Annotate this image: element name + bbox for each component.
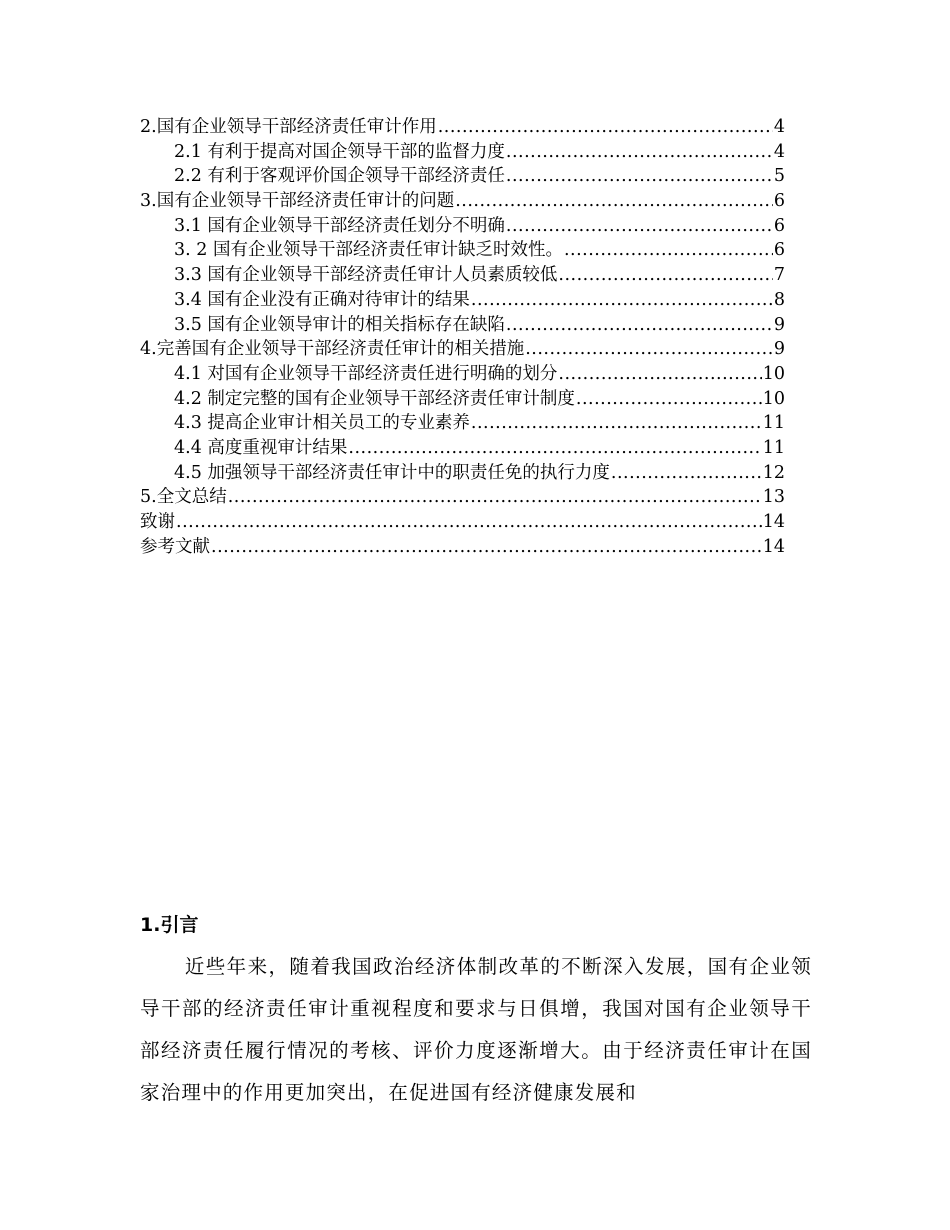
toc-entry[interactable]	[140, 288, 785, 313]
toc-entry[interactable]	[140, 461, 785, 486]
body-paragraph: 近些年来，随着我国政治经济体制改革的不断深入发展，国有企业领导干部的经济责任审计重视程度和要求与日俱增，我国对国有企业领导干部经济责任履行情况的考核、评价力度逐渐增大。由于经济责任审计在国家治理中的作用更加突出，在促进国有经济健康发展和	[140, 955, 812, 1104]
toc-entry-title: 2.2 有利于客观评价国企领导干部经济责任	[174, 166, 505, 187]
toc-entry-page: 12	[762, 462, 785, 483]
toc-entry-page: 11	[762, 413, 785, 434]
toc-entry-title: 2.1 有利于提高对国企领导干部的监督力度	[174, 141, 505, 162]
toc-entry-title: 3.3 国有企业领导干部经济责任审计人员素质较低	[174, 265, 558, 286]
toc-dot-leader	[228, 485, 762, 510]
toc-entry-page: 11	[762, 437, 785, 458]
introduction-section	[140, 910, 812, 1114]
toc-entry-page: 6	[773, 191, 785, 212]
toc-entry[interactable]	[140, 313, 785, 338]
toc-entry-title: 3.国有企业领导干部经济责任审计的问题	[140, 191, 455, 212]
toc-entry-title: 3.1 国有企业领导干部经济责任划分不明确	[174, 215, 505, 236]
toc-entry-page: 9	[773, 314, 785, 335]
toc-entry-page: 4	[773, 141, 785, 162]
toc-entry-title: 4.1 对国有企业领导干部经济责任进行明确的划分	[174, 363, 558, 384]
toc-dot-leader	[558, 263, 772, 288]
toc-dot-leader	[611, 461, 762, 486]
toc-entry[interactable]	[140, 140, 785, 165]
toc-entry-page: 14	[762, 512, 785, 532]
table-of-contents	[140, 115, 785, 559]
toc-dot-leader	[576, 387, 762, 412]
toc-dot-leader	[506, 214, 773, 239]
toc-entry[interactable]	[140, 189, 785, 214]
toc-dot-leader	[506, 164, 773, 189]
toc-entry[interactable]	[140, 337, 785, 362]
toc-entry[interactable]	[140, 115, 785, 140]
toc-entry[interactable]	[140, 263, 785, 288]
section-heading: 1.引言	[140, 914, 199, 936]
toc-dot-leader	[471, 411, 762, 436]
toc-entry[interactable]	[140, 362, 785, 387]
toc-entry-page: 7	[773, 265, 785, 286]
toc-dot-leader	[506, 313, 773, 338]
toc-dot-leader	[211, 535, 762, 560]
toc-entry-page: 10	[762, 388, 785, 409]
toc-dot-leader	[506, 140, 773, 165]
toc-entry[interactable]	[140, 485, 785, 510]
toc-entry-page: 14	[762, 536, 785, 557]
toc-entry[interactable]	[140, 411, 785, 436]
toc-entry[interactable]	[140, 510, 785, 535]
toc-entry-title: 4.5 加强领导干部经济责任审计中的职责任免的执行力度	[174, 462, 610, 483]
toc-entry[interactable]	[140, 238, 785, 263]
toc-entry-title: 2.国有企业领导干部经济责任审计作用	[140, 117, 437, 137]
toc-entry-page: 13	[762, 487, 785, 508]
toc-dot-leader	[455, 189, 773, 214]
toc-entry-title: 4.3 提高企业审计相关员工的专业素养	[174, 413, 470, 434]
toc-dot-leader	[525, 337, 773, 362]
toc-entry-page: 8	[773, 289, 785, 310]
toc-dot-leader	[558, 362, 761, 387]
toc-entry-title: 3.4 国有企业没有正确对待审计的结果	[174, 289, 470, 310]
toc-entry[interactable]	[140, 214, 785, 239]
toc-dot-leader	[471, 288, 773, 313]
toc-entry-title: 致谢	[140, 512, 175, 532]
toc-dot-leader	[348, 436, 761, 461]
toc-dot-leader	[564, 238, 773, 263]
toc-entry-page: 10	[762, 363, 785, 384]
toc-entry-title: 3.5 国有企业领导审计的相关指标存在缺陷	[174, 314, 505, 335]
toc-entry-page: 9	[773, 339, 785, 360]
toc-entry[interactable]	[140, 164, 785, 189]
toc-dot-leader	[438, 115, 773, 140]
toc-entry-page: 5	[773, 166, 785, 187]
toc-entry-title: 5.全文总结	[140, 487, 227, 508]
toc-entry[interactable]	[140, 436, 785, 461]
toc-entry-title: 4.4 高度重视审计结果	[174, 437, 348, 458]
toc-entry-title: 参考文献	[140, 536, 210, 557]
toc-entry-page: 6	[773, 215, 785, 236]
toc-entry[interactable]	[140, 387, 785, 412]
toc-entry[interactable]	[140, 535, 785, 560]
toc-entry-title: 4.2 制定完整的国有企业领导干部经济责任审计制度	[174, 388, 575, 409]
toc-entry-page: 4	[773, 117, 785, 137]
toc-entry-page: 6	[773, 240, 785, 261]
toc-entry-title: 3. 2 国有企业领导干部经济责任审计缺乏时效性。	[174, 240, 563, 261]
toc-entry-title: 4.完善国有企业领导干部经济责任审计的相关措施	[140, 339, 525, 360]
toc-dot-leader	[176, 510, 762, 535]
